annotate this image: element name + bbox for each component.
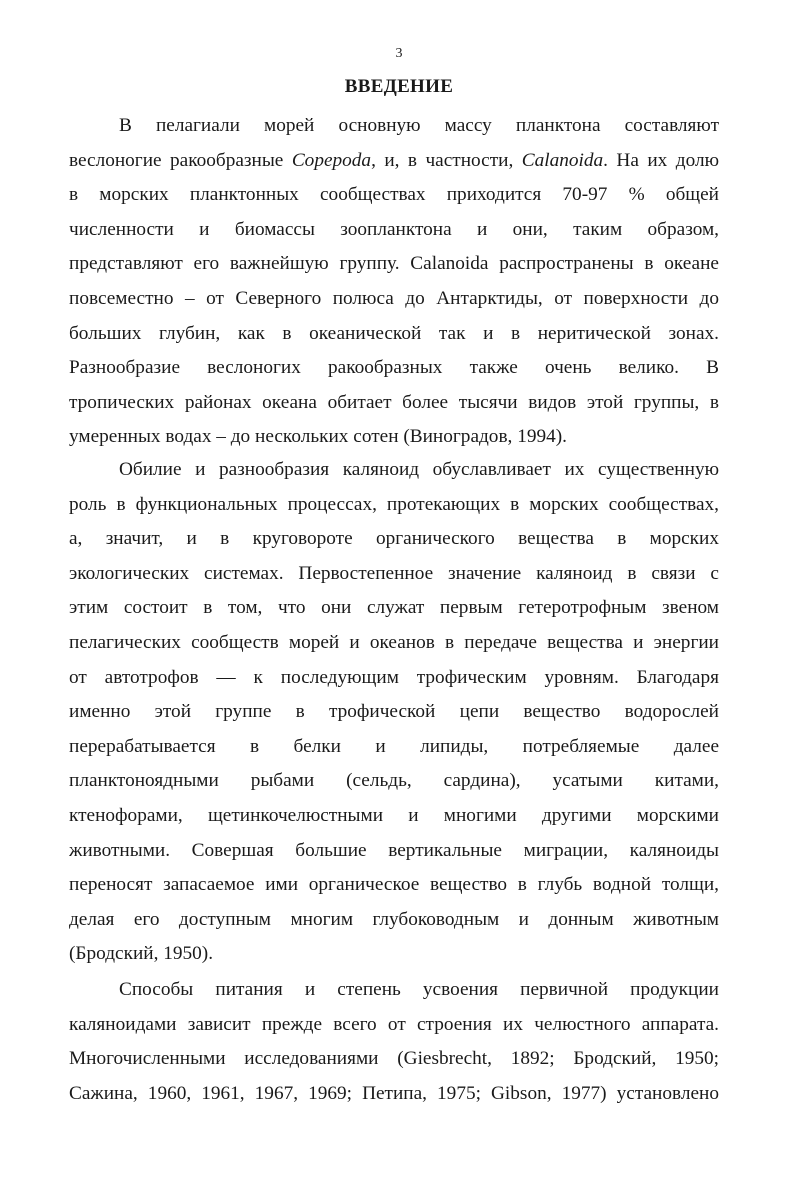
text-line: умеренных водах – до нескольких сотен (Виноградов, 1994).	[69, 426, 567, 448]
text-line: Способы питания и степень усвоения первичной продукции	[119, 979, 719, 1000]
text-line: Сажина, 1960, 1961, 1967, 1969; Петипа, 1975; Gibson, 1977) установлено	[69, 1082, 719, 1104]
text-line: этим состоит в том, что они служат первым гетеротрофным звеном	[69, 597, 719, 619]
text-line: перерабатывается в белки и липиды, потребляемые далее	[69, 735, 719, 757]
text-line: больших глубин, как в океанической так и в неритической зонах.	[69, 322, 719, 344]
text-line: планктоноядными рыбами (сельдь, сардина), усатыми китами,	[69, 770, 719, 792]
text-line: переносят запасаемое ими органическое вещество в глубь водной толщи,	[69, 874, 719, 896]
text-line: роль в функциональных процессах, протекающих в морских сообществах,	[69, 493, 719, 515]
text-line: именно этой группе в трофической цепи вещество водорослей	[69, 701, 719, 723]
text-line: В пелагиали морей основную массу планктона составляют	[119, 115, 719, 136]
text-line	[69, 144, 719, 179]
text-line: Многочисленными исследованиями (Giesbrecht, 1892; Бродский, 1950;	[69, 1048, 719, 1070]
section-heading: ВВЕДЕНИЕ	[344, 76, 454, 97]
text-line: Обилие и разнообразия каляноид обуславливает их существенную	[119, 459, 719, 480]
text-line: каляноидами зависит прежде всего от строения их челюстного аппарата.	[69, 1013, 719, 1035]
paragraph-1	[69, 109, 719, 455]
text-line: представляют его важнейшую группу. Calanoida распространены в океане	[69, 253, 719, 275]
text-line: а, значит, и в круговороте органического вещества в морских	[69, 528, 719, 550]
paragraph-3	[69, 973, 719, 1111]
text-line: ктенофорами, щетинкочелюстными и многими другими морскими	[69, 804, 719, 826]
text-line: численности и биомассы зоопланктона и они, таким образом,	[69, 218, 719, 240]
text-line: животными. Совершая большие вертикальные миграции, каляноиды	[69, 839, 719, 861]
text-line: экологических системах. Первостепенное значение каляноид в связи с	[69, 562, 719, 584]
page-number: 3	[395, 46, 403, 61]
text-line: делая его доступным многим глубоководным и донным животным	[69, 908, 719, 930]
text-line: (Бродский, 1950).	[69, 943, 214, 965]
text-line: в морских планктонных сообществах приходится 70-97 % общей	[69, 184, 719, 206]
paragraph-2	[69, 453, 719, 972]
text-line: Разнообразие веслоногих ракообразных также очень велико. В	[69, 357, 719, 379]
text-line: от автотрофов — к последующим трофическим уровням. Благодаря	[69, 666, 719, 688]
text-line-rich: веслоногие ракообразные Copepoda, и, в частности, Calanoida. На их долю	[69, 149, 719, 171]
text-line: пелагических сообществ морей и океанов в передаче вещества и энергии	[69, 631, 719, 653]
text-line: повсеместно – от Северного полюса до Антарктиды, от поверхности до	[69, 287, 719, 309]
text-line: тропических районах океана обитает более тысячи видов этой группы, в	[69, 391, 719, 413]
